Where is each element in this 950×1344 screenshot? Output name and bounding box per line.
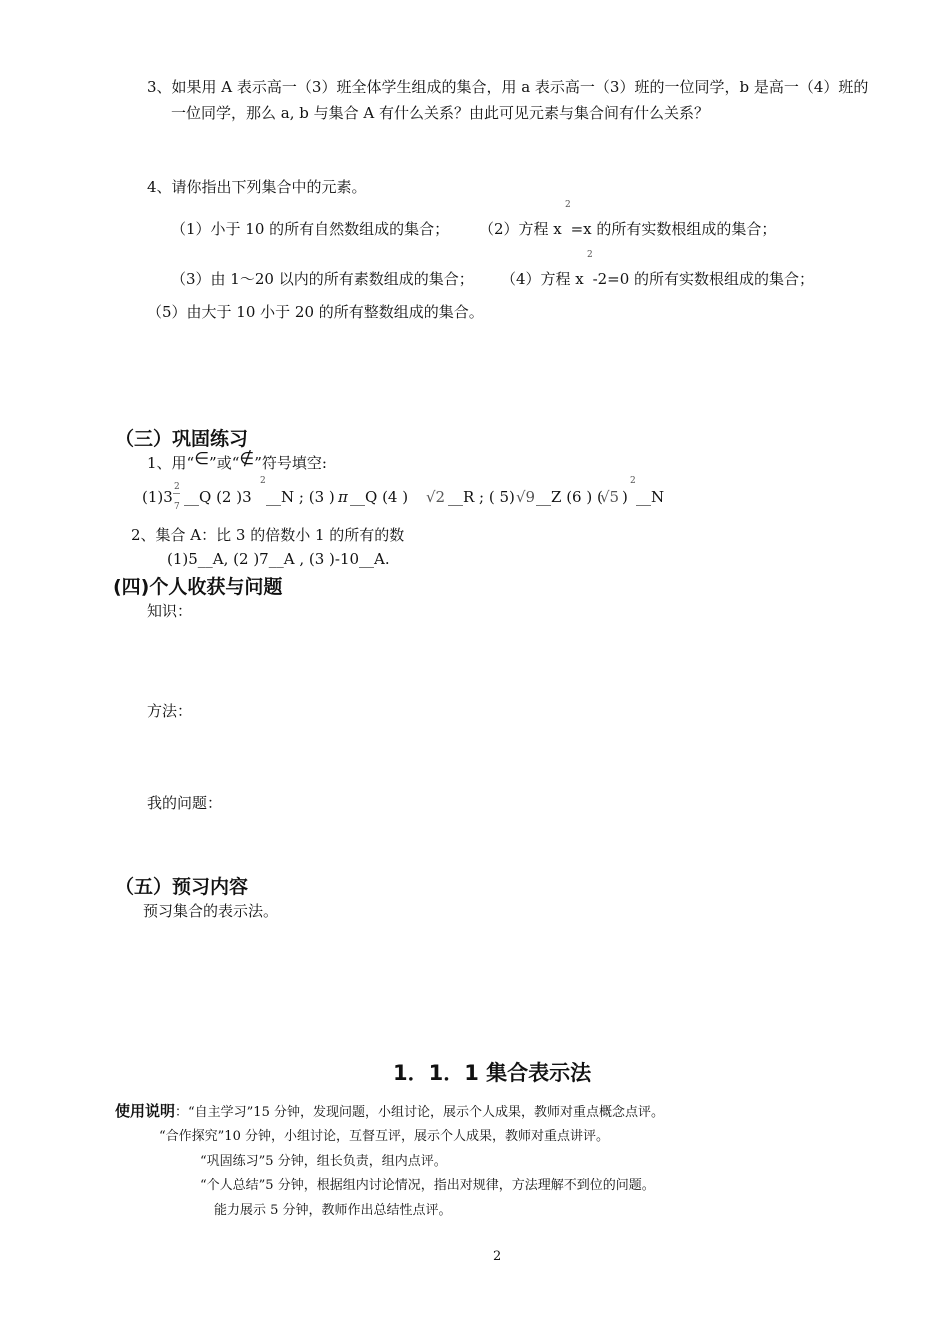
ex1-e-post: __Z (6 ) ( xyxy=(536,488,603,506)
ex1-a-denominator: 7 xyxy=(174,502,180,512)
ex1-title-post: ”符号填空: xyxy=(254,454,327,472)
not-element-of-symbol: ∉ xyxy=(239,449,255,469)
ex1-f-close: ) xyxy=(622,488,628,506)
usage-line3: “巩固练习”5 分钟，组长负责，组内点评。 xyxy=(200,1154,447,1169)
ex1-title-pre: 1、用“ xyxy=(147,454,195,472)
usage-line2: “合作探究”10 分钟，小组讨论，互督互评，展示个人成果，教师对重点讲评。 xyxy=(159,1129,609,1144)
ex2-items: (1)5__A, (2 )7__A , (3 )-10__A. xyxy=(167,550,390,568)
pi-symbol: π xyxy=(338,488,348,506)
ex1-b-post: __N ; (3 ) xyxy=(266,488,335,506)
q4-item3: （3）由 1～20 以内的所有素数组成的集合； xyxy=(171,270,474,288)
q4-item1: （1）小于 10 的所有自然数组成的集合； xyxy=(171,220,450,238)
q4-item2-exponent: 2 xyxy=(565,200,571,210)
ex1-title-mid: ”或“ xyxy=(209,454,240,472)
q4-item4-pre: （4）方程 x xyxy=(501,270,584,288)
q4-item5: （5）由大于 10 小于 20 的所有整数组成的集合。 xyxy=(147,303,484,321)
my-question-label: 我的问题： xyxy=(147,794,223,812)
section5-content: 预习集合的表示法。 xyxy=(143,902,279,920)
ex1-d-post: __R ; ( 5) xyxy=(448,488,515,506)
ex1-items xyxy=(142,476,702,514)
fraction-bar xyxy=(173,493,180,494)
ex1-f-exponent: 2 xyxy=(630,476,636,486)
section3-heading: （三）巩固练习 xyxy=(115,428,249,450)
sqrt-5: √5 xyxy=(600,488,620,506)
section5-heading: （五）预习内容 xyxy=(115,876,249,898)
q4-item2 xyxy=(479,200,777,239)
ex1-c-post: __Q (4 ) xyxy=(350,488,409,506)
element-of-symbol: ∈ xyxy=(194,449,210,469)
usage-line1-text: ：“自主学习”15 分钟，发现问题，小组讨论，展示个人成果，教师对重点概念点评。 xyxy=(175,1105,664,1120)
ex2-title: 2、集合 A：比 3 的倍数小 1 的所有的数 xyxy=(131,526,405,544)
section4-heading: (四)个人收获与问题 xyxy=(113,576,283,598)
q4-item4 xyxy=(501,250,815,289)
ex1-f-post: __N xyxy=(636,488,665,506)
usage-label: 使用说明 xyxy=(115,1102,176,1120)
usage-line1 xyxy=(115,1100,664,1121)
knowledge-label: 知识： xyxy=(147,602,193,620)
usage-line5: 能力展示 5 分钟，教师作出总结性点评。 xyxy=(214,1203,452,1218)
ex1-a-numerator: 2 xyxy=(174,482,180,492)
ex1-title xyxy=(147,449,327,473)
q4-item2-pre: （2）方程 x xyxy=(479,220,562,238)
q3-line2: 一位同学，那么 a, b 与集合 A 有什么关系？由此可见元素与集合间有什么关系？ xyxy=(171,104,709,122)
q4-item2-post: =x 的所有实数根组成的集合； xyxy=(570,220,777,238)
sqrt-9: √9 xyxy=(516,488,536,506)
usage-line4: “个人总结”5 分钟，根据组内讨论情况，指出对规律，方法理解不到位的问题。 xyxy=(200,1178,655,1193)
ex1-b-exponent: 2 xyxy=(260,476,266,486)
q4-item4-post: -2=0 的所有实数根组成的集合； xyxy=(592,270,815,288)
method-label: 方法： xyxy=(147,702,193,720)
q4-item4-exponent: 2 xyxy=(587,250,593,260)
ex1-a: (1)3 xyxy=(142,488,173,506)
lesson-title: 1．1．1 集合表示法 xyxy=(393,1061,592,1085)
sqrt-2: √2 xyxy=(426,488,446,506)
q3-line1: 3、如果用 A 表示高一（3）班全体学生组成的集合，用 a 表示高一（3）班的一位同学，b 是高一（4）班的 xyxy=(147,78,869,96)
page-number: 2 xyxy=(493,1249,502,1264)
ex1-a-post: __Q (2 )3 xyxy=(184,488,252,506)
q4-title: 4、请你指出下列集合中的元素。 xyxy=(147,178,367,196)
